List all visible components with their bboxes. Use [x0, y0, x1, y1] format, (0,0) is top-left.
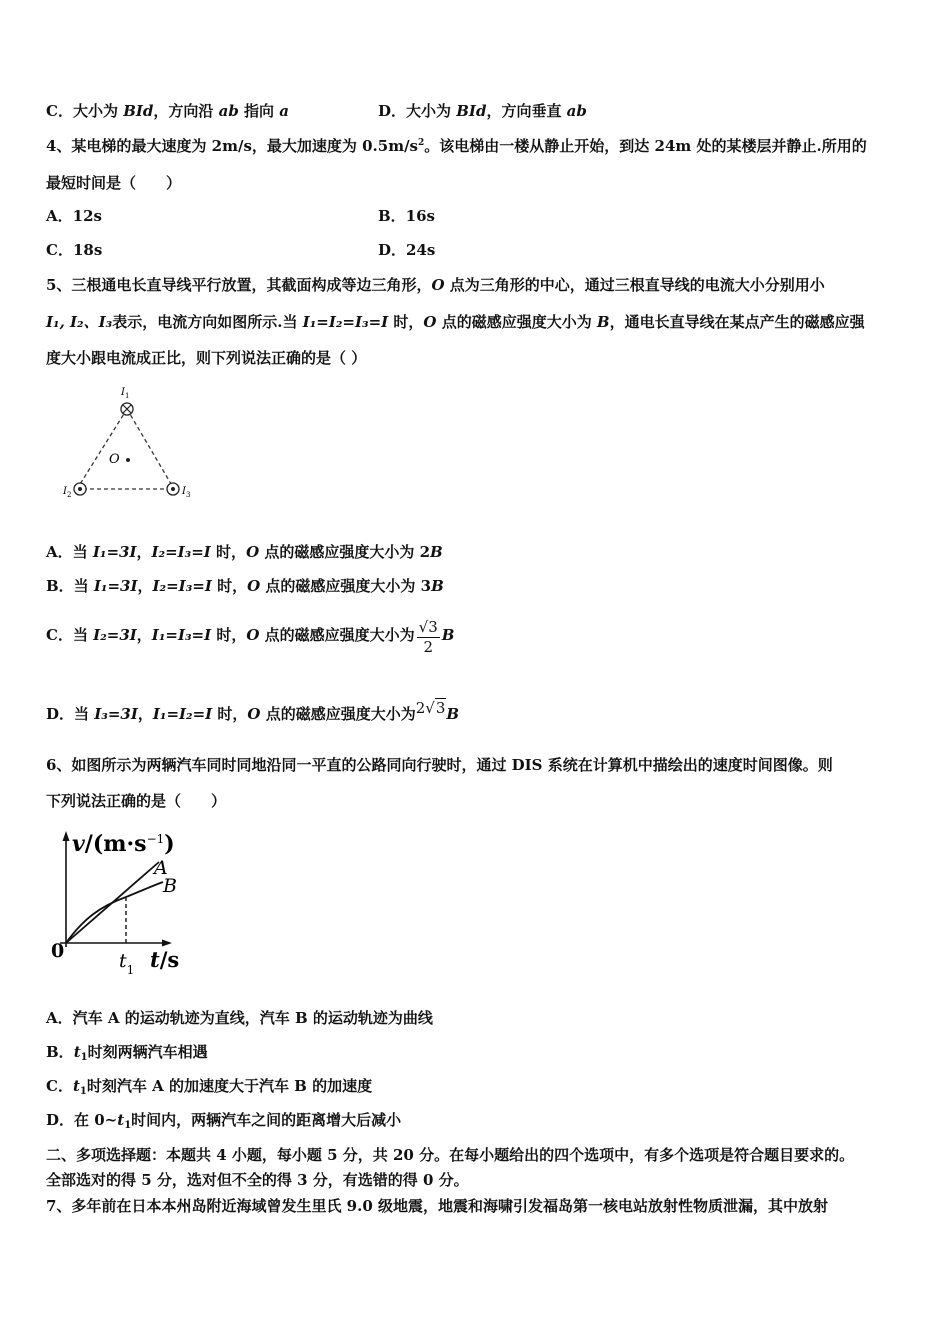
t1-label: $t_1$	[119, 950, 135, 977]
label-o: O	[109, 452, 120, 467]
center-point-dot	[126, 458, 130, 462]
origin-label: 0	[51, 940, 65, 962]
q4-option-c[interactable]: C．18s	[46, 241, 103, 259]
x-axis-arrow-icon	[162, 940, 172, 947]
q5-option-d[interactable]: D．当 I₃=3I，I₁=I₂=I 时，O 点的磁感应强度大小为2√3B	[46, 699, 460, 723]
q5-option-b[interactable]: B．当 I₁=3I，I₂=I₃=I 时，O 点的磁感应强度大小为 3B	[46, 577, 444, 595]
q6-stem-line2: 下列说法正确的是（ ）	[46, 792, 227, 810]
q5-triangle-figure	[60, 384, 200, 506]
q6-velocity-time-graph	[46, 822, 196, 980]
label-i2: $I_2$	[63, 486, 72, 499]
curve-b	[66, 882, 163, 943]
section2-heading-line1: 二、多项选择题：本题共 4 小题，每小题 5 分，共 20 分。在每小题给出的四个选项中，有多个选项是符合题目要求的。	[46, 1146, 855, 1164]
section2-heading-line2: 全部选对的得 5 分，选对但不全的得 3 分，有选错的得 0 分。	[46, 1171, 469, 1189]
q6-option-a[interactable]: A．汽车 A 的运动轨迹为直线，汽车 B 的运动轨迹为曲线	[46, 1009, 433, 1027]
q4-stem-line1: 4、某电梯的最大速度为 2m/s，最大加速度为 $0.5m/s^2$。该电梯由一楼从静止开始，到达 24m 处的某楼层并静止.所用的	[46, 137, 867, 155]
expr-2-sqrt3: 2√3	[415, 699, 446, 717]
q7-stem-line1: 7、多年前在日本本州岛附近海域曾发生里氏 9.0 级地震，地震和海啸引发福岛第一核电站放射性物质泄漏，其中放射	[46, 1197, 828, 1215]
q4-option-a[interactable]: A．12s	[46, 207, 102, 225]
wire-out-of-page-icon	[74, 483, 86, 495]
q4-stem-line2: 最短时间是（ ）	[46, 174, 182, 192]
wire-into-page-icon	[121, 403, 133, 415]
q5-option-c[interactable]: C．当 I₂=3I，I₁=I₃=I 时，O 点的磁感应强度大小为 $\frac{√3}{2}$ B	[46, 617, 455, 656]
y-axis-label: $v/(m\cdot s^{-1})$	[72, 831, 175, 857]
triangle-edge-left	[77, 409, 127, 489]
curve-b-label: B	[163, 875, 177, 897]
label-i1: $I_1$	[121, 387, 130, 400]
label-i3: $I_3$	[182, 486, 191, 499]
q5-stem-line2: I₁, I₂、I₃表示，电流方向如图所示.当 I₁=I₂=I₃=I 时，O 点的磁感应强度大小为 B，通电长直导线在某点产生的磁感应强	[46, 313, 865, 331]
q5-stem-line1: 5、三根通电长直导线平行放置，其截面构成等边三角形，O 点为三角形的中心，通过三根直导线的电流大小分别用小	[46, 276, 825, 294]
y-axis-arrow-icon	[63, 831, 70, 841]
q6-option-c[interactable]: C．$t_1$时刻汽车 A 的加速度大于汽车 B 的加速度	[46, 1077, 373, 1097]
q5-option-a[interactable]: A．当 I₁=3I，I₂=I₃=I 时，O 点的磁感应强度大小为 2B	[46, 543, 443, 561]
q5-stem-line3: 度大小跟电流成正比，则下列说法正确的是（ ）	[46, 349, 367, 367]
q6-stem-line1: 6、如图所示为两辆汽车同时同地沿同一平直的公路同向行驶时，通过 DIS 系统在计算机中描绘出的速度时间图像。则	[46, 756, 833, 774]
q6-option-b[interactable]: B．$t_1$时刻两辆汽车相遇	[46, 1043, 208, 1063]
x-axis-label: t/s	[150, 947, 180, 972]
triangle-edge-right	[127, 409, 174, 489]
wire-out-of-page-icon	[167, 483, 179, 495]
fraction-sqrt3-over-2: $\frac{√3}{2}$	[418, 617, 438, 656]
q4-option-b[interactable]: B．16s	[378, 207, 435, 225]
q3-option-d[interactable]: D．大小为 BId，方向垂直 ab	[378, 102, 587, 120]
q3-option-c[interactable]: C．大小为 BId，方向沿 ab 指向 a	[46, 102, 290, 120]
q6-option-d[interactable]: D．在 $0\sim t_1$时间内，两辆汽车之间的距离增大后减小	[46, 1111, 402, 1131]
curve-a-label: A	[154, 857, 168, 879]
q4-option-d[interactable]: D．24s	[378, 241, 436, 259]
